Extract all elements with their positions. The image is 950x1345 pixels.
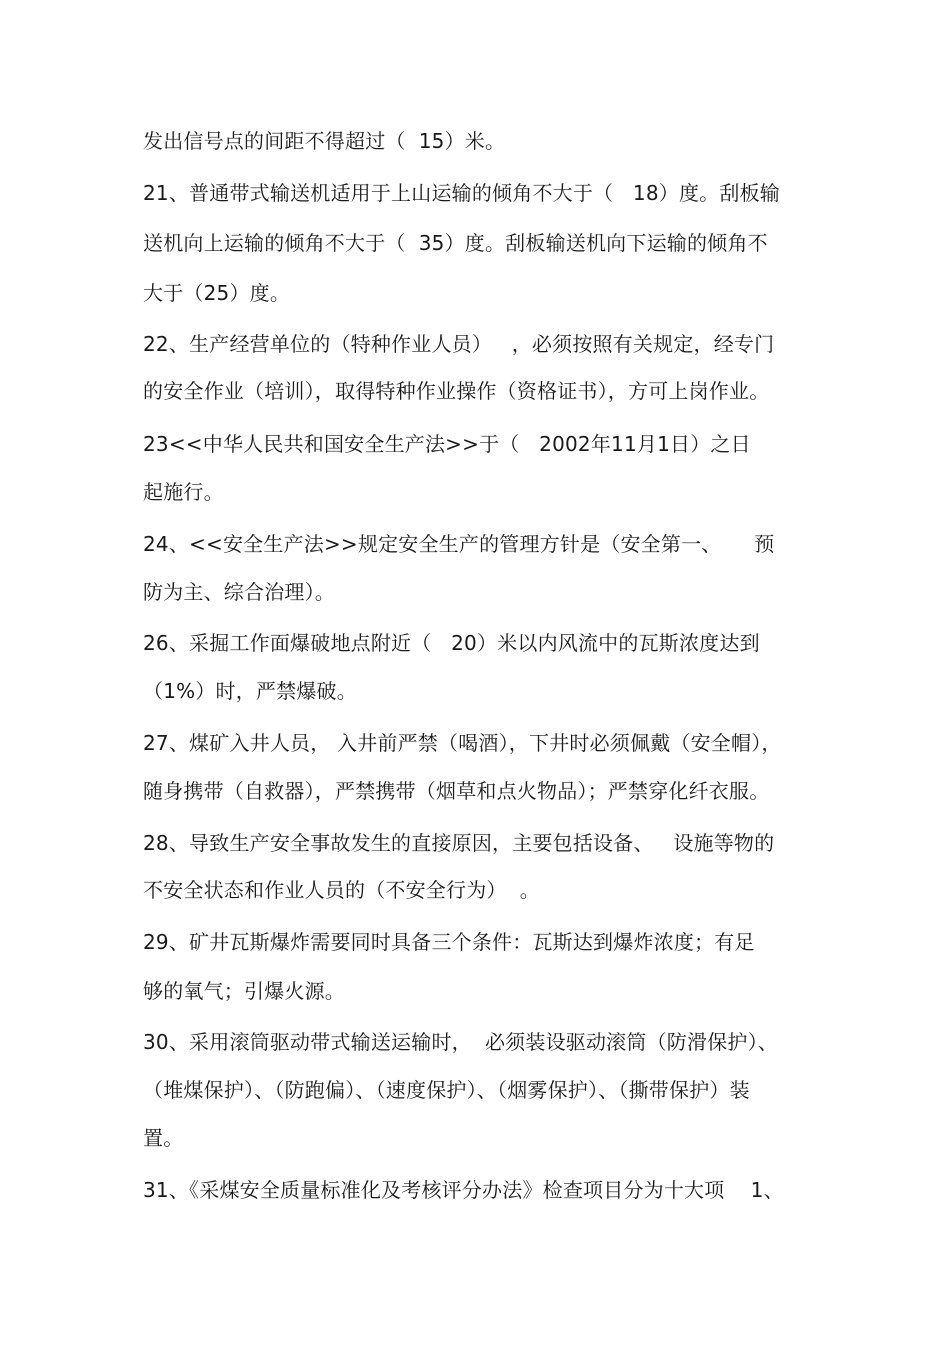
text-line: （1%）时，严禁爆破。 <box>143 679 357 703</box>
text-line: 28、导致生产安全事故发生的直接原因，主要包括设备、 设施等物的 <box>143 831 775 855</box>
text-line: 27、煤矿入井人员， 入井前严禁（喝酒），下井时必须佩戴（安全帽）， <box>143 731 782 755</box>
text-line: 送机向上运输的倾角不大于（ 35）度。刮板输送机向下运输的倾角不 <box>143 231 768 255</box>
text-line: 22、生产经营单位的（特种作业人员） ，必须按照有关规定，经专门 <box>143 332 775 356</box>
text-line: 31、《采煤安全质量标准化及考核评分办法》检查项目分为十大项 1、 <box>143 1178 784 1202</box>
text-line: 30、采用滚筒驱动带式输送运输时， 必须装设驱动滚筒（防滑保护）、 <box>143 1030 778 1054</box>
text-line: 置。 <box>143 1126 184 1150</box>
text-line: 随身携带（自救器），严禁携带（烟草和点火物品）；严禁穿化纤衣服。 <box>143 779 770 803</box>
text-line: （堆煤保护）、（防跑偏）、（速度保护）、（烟雾保护）、（撕带保护）装 <box>143 1078 750 1102</box>
text-line: 29、矿井瓦斯爆炸需要同时具备三个条件：瓦斯达到爆炸浓度；有足 <box>143 930 755 954</box>
text-line: 26、采掘工作面爆破地点附近（ 20）米以内风流中的瓦斯浓度达到 <box>143 631 760 655</box>
text-line: 不安全状态和作业人员的（不安全行为） 。 <box>143 878 540 902</box>
text-line: 的安全作业（培训），取得特种作业操作（资格证书），方可上岗作业。 <box>143 379 770 403</box>
text-line: 23<<中华人民共和国安全生产法>>于（ 2002年11月1日）之日 <box>143 432 751 456</box>
text-line: 够的氧气；引爆火源。 <box>143 979 345 1003</box>
text-line: 防为主、综合治理）。 <box>143 580 335 604</box>
text-line: 21、普通带式输送机适用于上山运输的倾角不大于（ 18）度。刮板输 <box>143 181 780 205</box>
text-line: 发出信号点的间距不得超过（ 15）米。 <box>143 129 506 153</box>
text-line: 起施行。 <box>143 480 224 504</box>
text-line: 24、<<安全生产法>>规定安全生产的管理方针是（安全第一、 预 <box>143 532 775 556</box>
text-line: 大于（25）度。 <box>143 281 291 305</box>
